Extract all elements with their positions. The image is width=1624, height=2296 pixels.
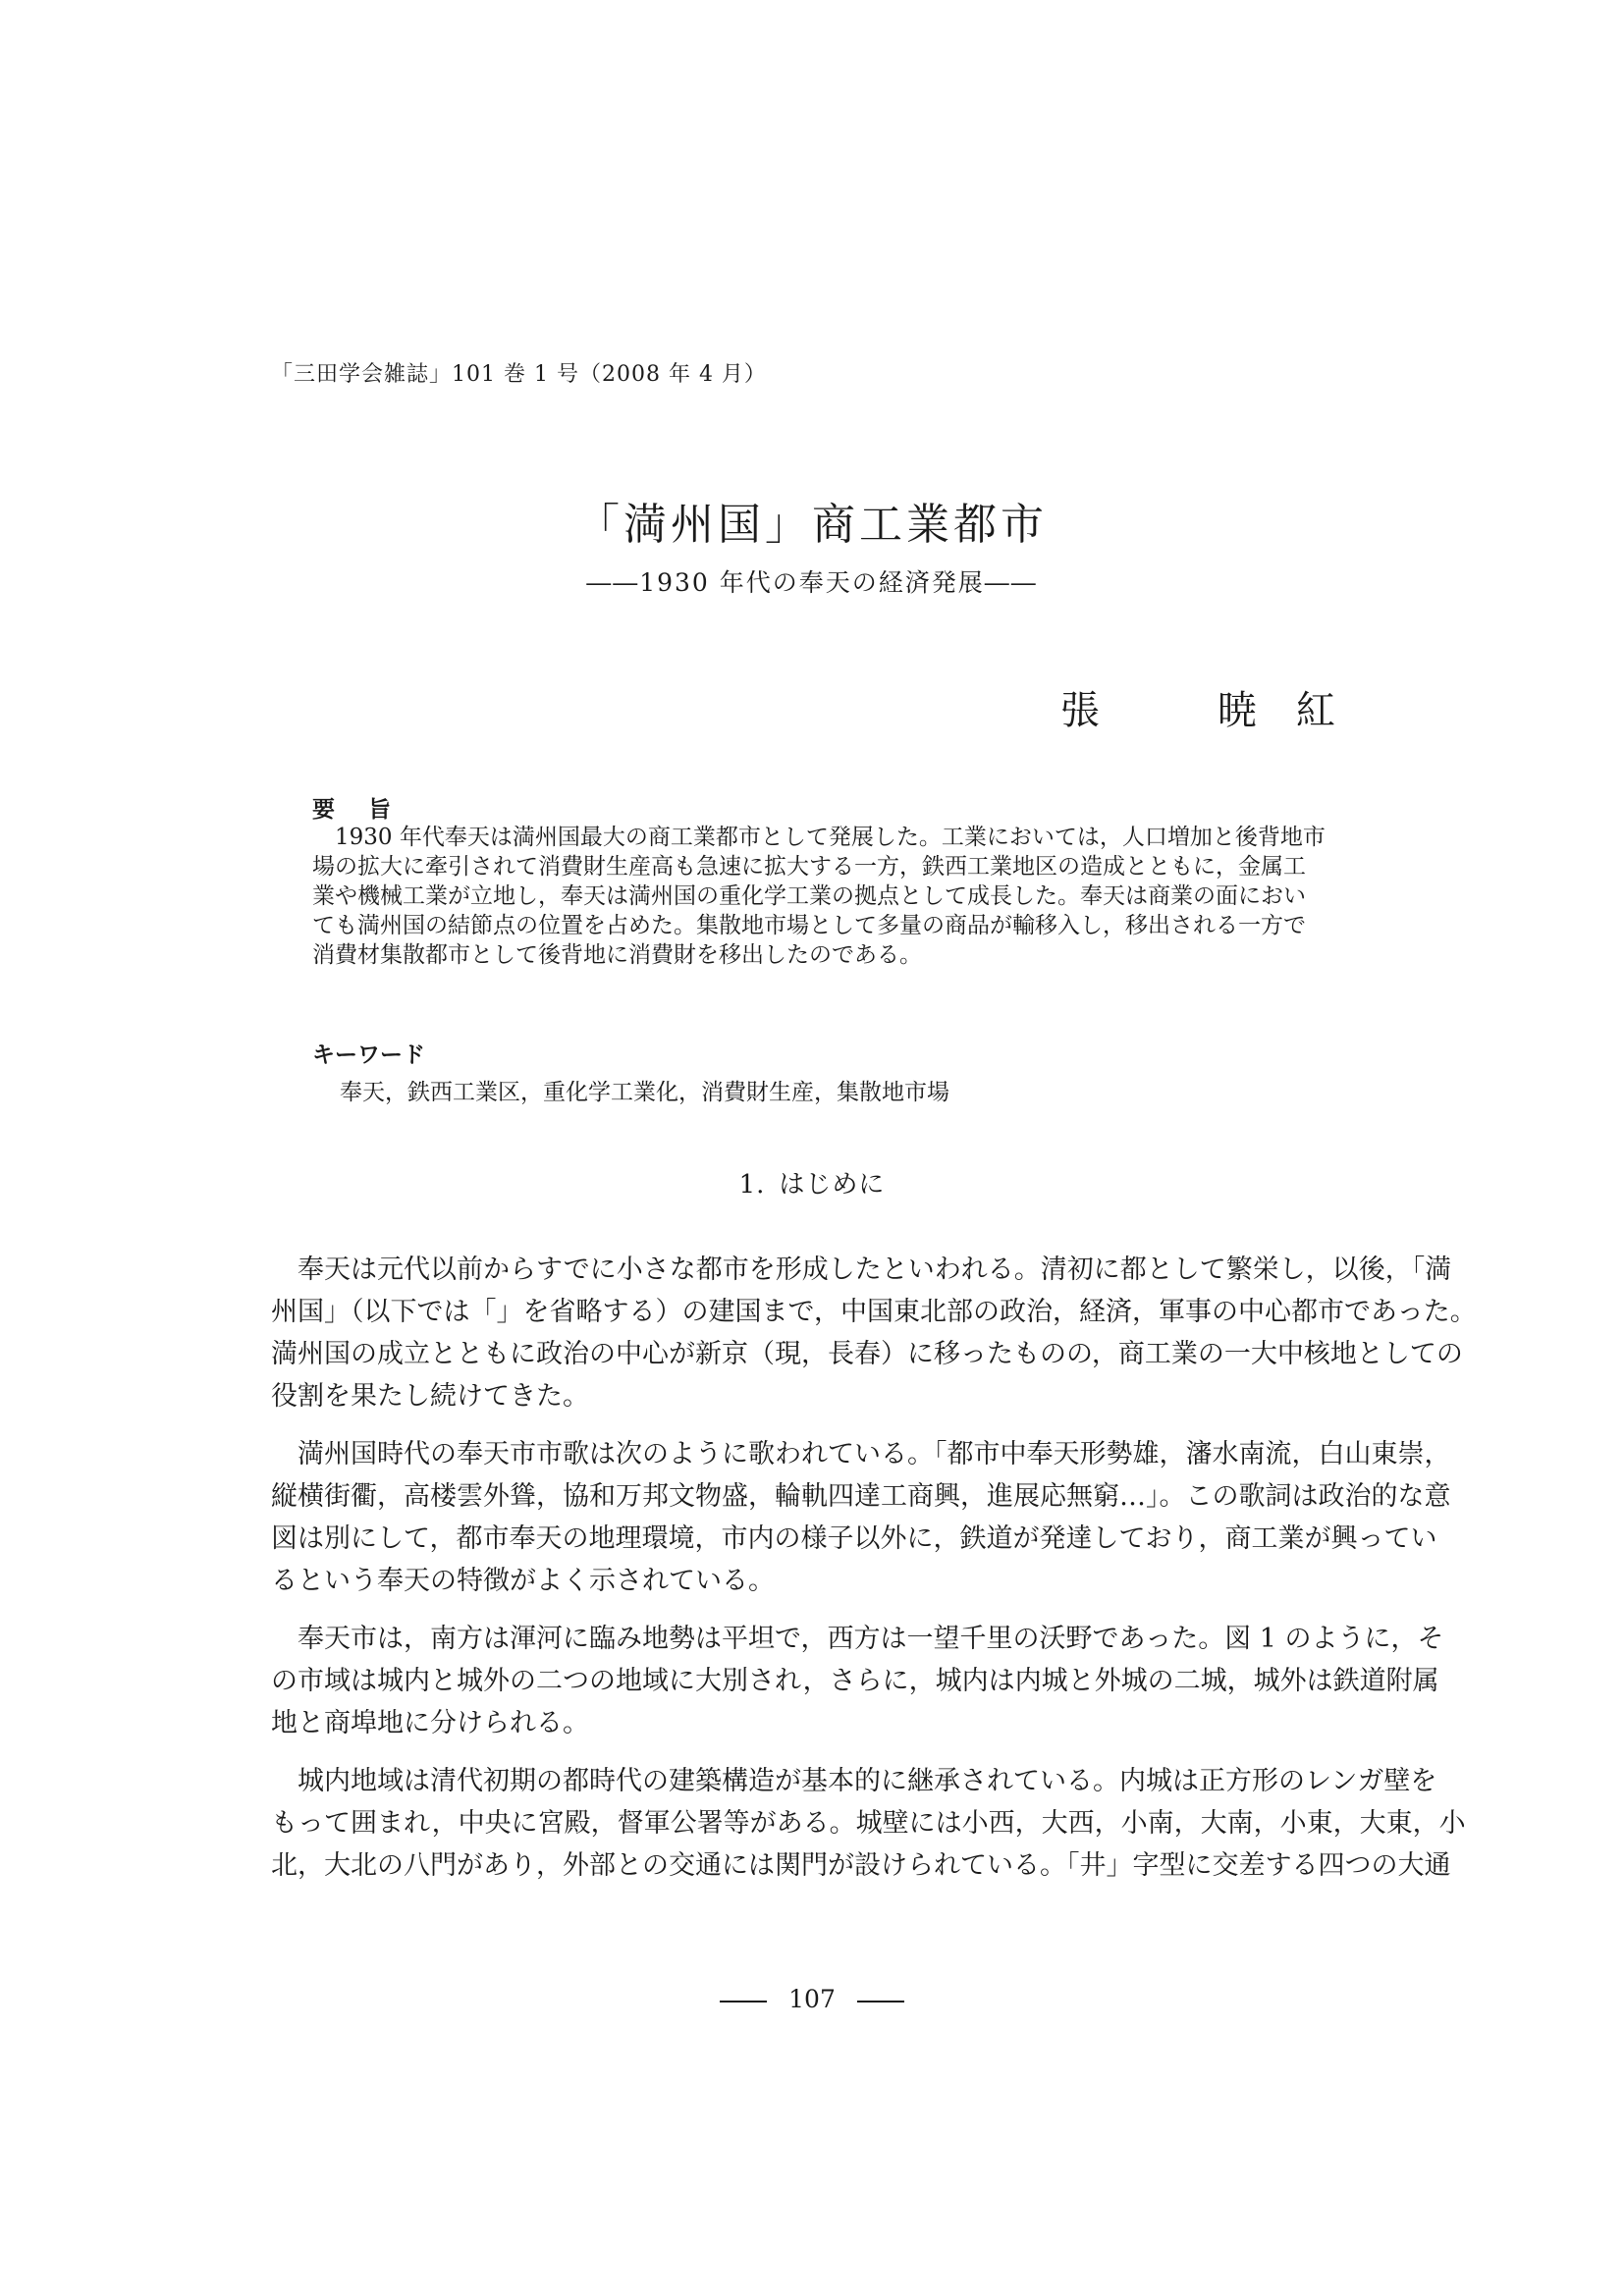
body-line: もって囲まれ，中央に宮殿，督軍公署等がある。城壁には小西，大西，小南，大南，小東，大東，小: [271, 1808, 1466, 1839]
body-line: の市域は城内と城外の二つの地域に大別され，さらに，城内は内城と外城の二城，城外は鉄道附属: [271, 1666, 1439, 1696]
author-given-name-2: 紅: [1296, 688, 1335, 733]
author-name: [1060, 679, 1335, 735]
abstract-line: 1930 年代奉天は満州国最大の商工業都市として発展した。工業においては，人口増加と後背地市: [312, 825, 1326, 850]
abstract-line: 場の拡大に牽引されて消費財生産高も急速に拡大する一方，鉄西工業地区の造成とともに，金属工: [312, 854, 1306, 880]
abstract-line: ても満州国の結節点の位置を占めた。集散地市場として多量の商品が輸移入し，移出される一方で: [312, 913, 1306, 938]
abstract-line: 業や機械工業が立地し，奉天は満州国の重化学工業の拠点として成長した。奉天は商業の面におい: [312, 883, 1306, 909]
footer-dash-left: [720, 2001, 767, 2002]
keywords-list: 奉天，鉄西工業区，重化学工業化，消費財生産，集散地市場: [340, 1080, 949, 1105]
body-line: るという奉天の特徴がよく示されている。: [271, 1566, 775, 1596]
body-line: 満州国時代の奉天市市歌は次のように歌われている。「都市中奉天形勢雄，瀋水南流，白山東崇，: [271, 1439, 1451, 1469]
body-line: 州国」（以下では「」を省略する）の建国まで，中国東北部の政治，経済，軍事の中心都市であった。: [271, 1297, 1477, 1327]
body-text: [271, 1249, 1477, 1887]
author-family-name: 張: [1060, 688, 1100, 733]
page-number: 107: [788, 1985, 836, 2013]
article-title: 「満州国」商工業都市: [576, 500, 1048, 550]
body-line: 図は別にして，都市奉天の地理環境，市内の様子以外に，鉄道が発達しており，商工業が興ってい: [271, 1523, 1437, 1554]
abstract-heading: 要旨: [312, 797, 424, 823]
journal-reference: 「三田学会雑誌」101 巻 1 号（2008 年 4 月）: [271, 362, 767, 387]
section-heading: [0, 1164, 1624, 1201]
body-line: 城内地域は清代初期の都時代の建築構造が基本的に継承されている。内城は正方形のレンガ壁を: [271, 1766, 1437, 1796]
author-given-name-1: 暁: [1218, 688, 1257, 733]
body-line: 北，大北の八門があり，外部との交通には関門が設けられている。「井」字型に交差する四つの大通: [271, 1850, 1451, 1881]
keywords-heading: キーワード: [312, 1042, 425, 1068]
section-number: 1.: [738, 1170, 766, 1200]
footer-dash-right: [857, 2001, 904, 2002]
section-title: はじめに: [779, 1170, 886, 1200]
body-line: 満州国の成立とともに政治の中心が新京（現，長春）に移ったものの，商工業の一大中核地としての: [271, 1339, 1463, 1369]
abstract-body: [312, 823, 1382, 970]
page-footer: [0, 1985, 1624, 2013]
body-line: 役割を果たし続けてきた。: [271, 1381, 589, 1412]
abstract-line: 消費材集散都市として後背地に消費財を移出したのである。: [312, 942, 922, 968]
body-line: 奉天は元代以前からすでに小さな都市を形成したといわれる。清初に都として繁栄し，以後，「満: [271, 1255, 1452, 1285]
body-line: 地と商埠地に分けられる。: [271, 1708, 589, 1738]
body-line: 奉天市は，南方は渾河に臨み地勢は平坦で，西方は一望千里の沃野であった。図 1 のように，そ: [271, 1624, 1444, 1654]
body-line: 縦横街衢，高楼雲外聳，協和万邦文物盛，輪軌四達工商興，進展応無窮…」。この歌詞は政治的な意: [271, 1481, 1451, 1512]
article-subtitle: ――1930 年代の奉天の経済発展――: [586, 568, 1038, 597]
